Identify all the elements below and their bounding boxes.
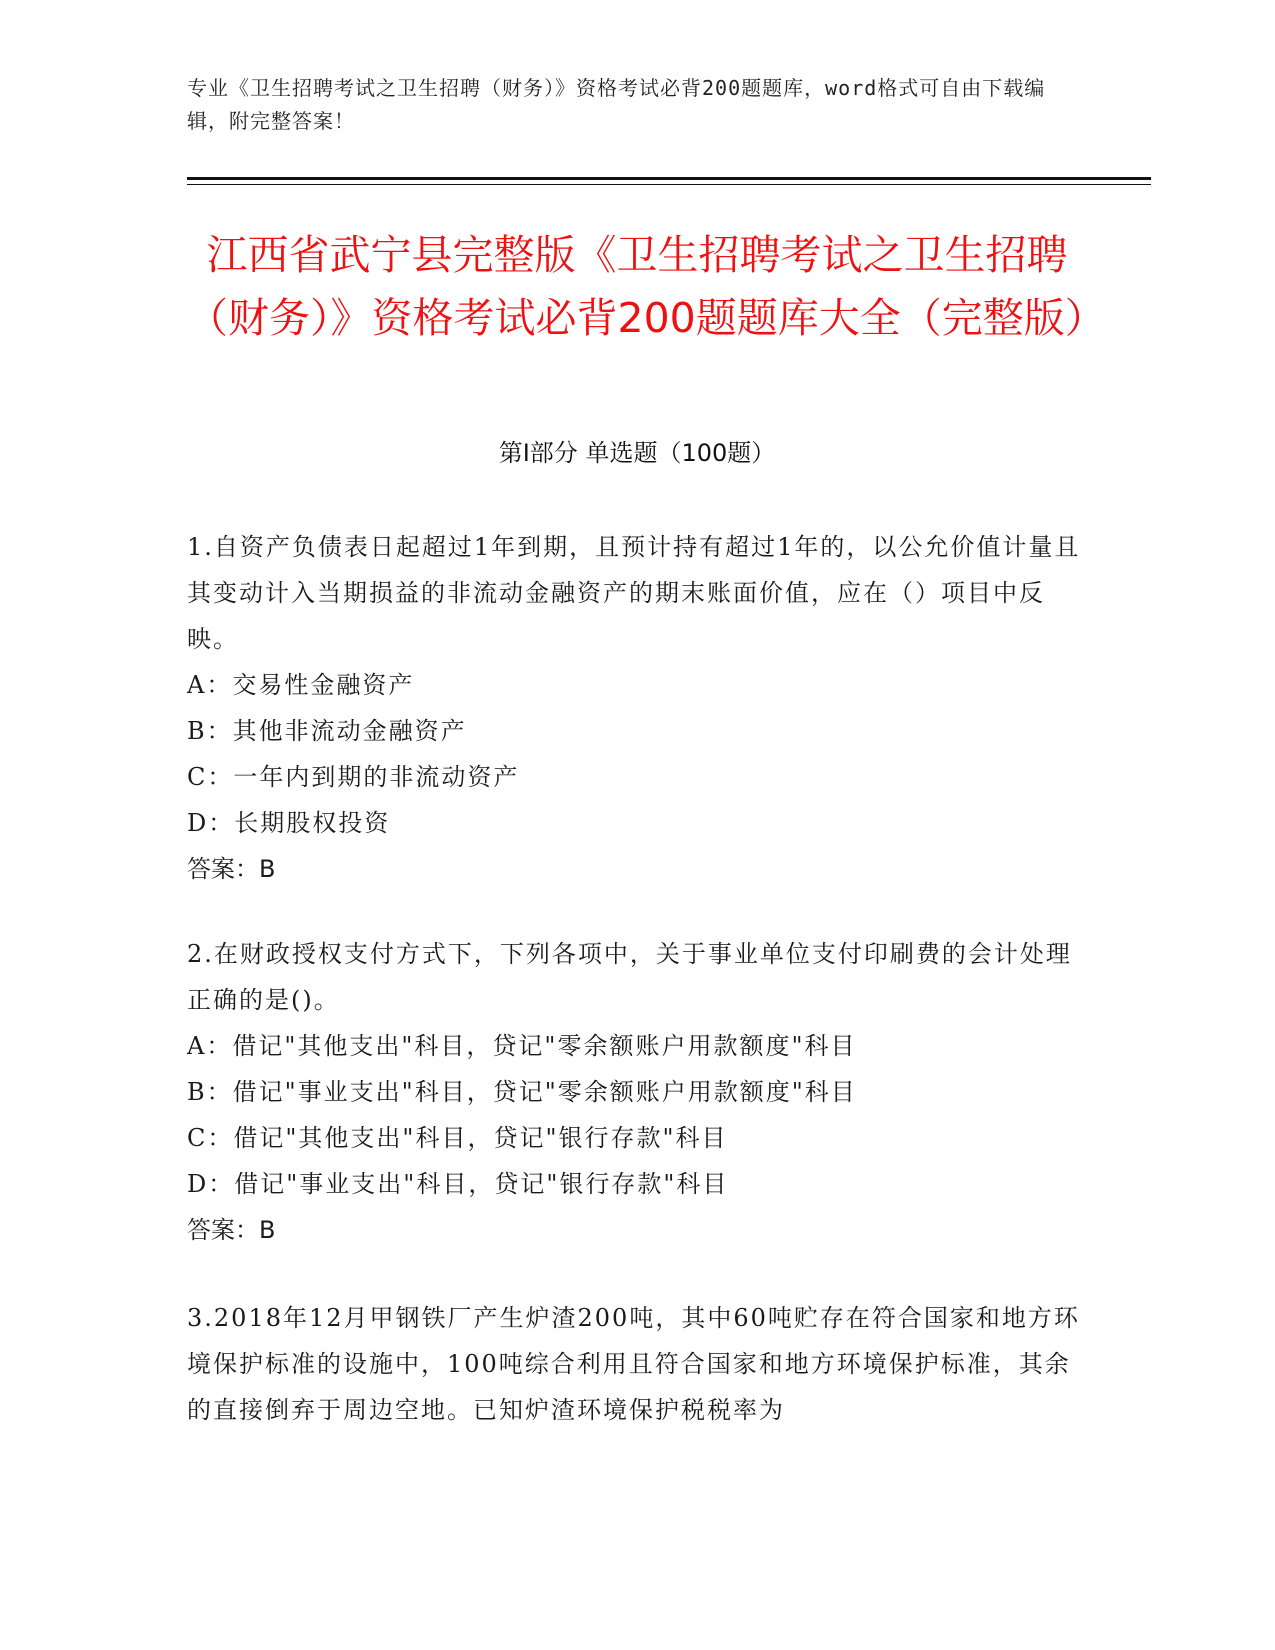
question-stem: 3.2018年12月甲钢铁厂产生炉渣200吨，其中60吨贮存在符合国家和地方环境保护标准的设施中，100吨综合利用且符合国家和地方环境保护标准，其余的直接倒弃于周边空地。已知炉渣环境保护税税率为 (187, 1304, 1080, 1424)
answer-line: 答案：B (187, 855, 276, 883)
header-divider-thick (187, 177, 1151, 180)
document-title: 江西省武宁县完整版《卫生招聘考试之卫生招聘（财务）》资格考试必背200题题库大全（完整版） (187, 231, 1106, 342)
option-c: C：一年内到期的非流动资产 (187, 763, 520, 791)
header-divider-thin (187, 184, 1151, 185)
section-heading: 第I部分 单选题（100题） (498, 439, 776, 467)
option-d: D：长期股权投资 (187, 809, 391, 837)
question-block (187, 1295, 1087, 1433)
question-stem: 2.在财政授权支付方式下，下列各项中，关于事业单位支付印刷费的会计处理正确的是()。 (187, 940, 1072, 1014)
option-b: B：借记"事业支出"科目，贷记"零余额账户用款额度"科目 (187, 1078, 857, 1106)
question-block (187, 931, 1087, 1253)
option-a: A：借记"其他支出"科目，贷记"零余额账户用款额度"科目 (187, 1032, 857, 1060)
option-a: A：交易性金融资产 (187, 671, 415, 699)
question-block (187, 524, 1087, 892)
header-note: 专业《卫生招聘考试之卫生招聘（财务）》资格考试必背200题题库，word格式可自由下载编辑，附完整答案！ (187, 76, 1046, 133)
answer-line: 答案：B (187, 1216, 276, 1244)
option-b: B：其他非流动金融资产 (187, 717, 467, 745)
option-d: D：借记"事业支出"科目，贷记"银行存款"科目 (187, 1170, 729, 1198)
question-stem: 1.自资产负债表日起超过1年到期，且预计持有超过1年的，以公允价值计量且其变动计入当期损益的非流动金融资产的期末账面价值，应在（）项目中反映。 (187, 533, 1081, 653)
option-c: C：借记"其他支出"科目，贷记"银行存款"科目 (187, 1124, 728, 1152)
